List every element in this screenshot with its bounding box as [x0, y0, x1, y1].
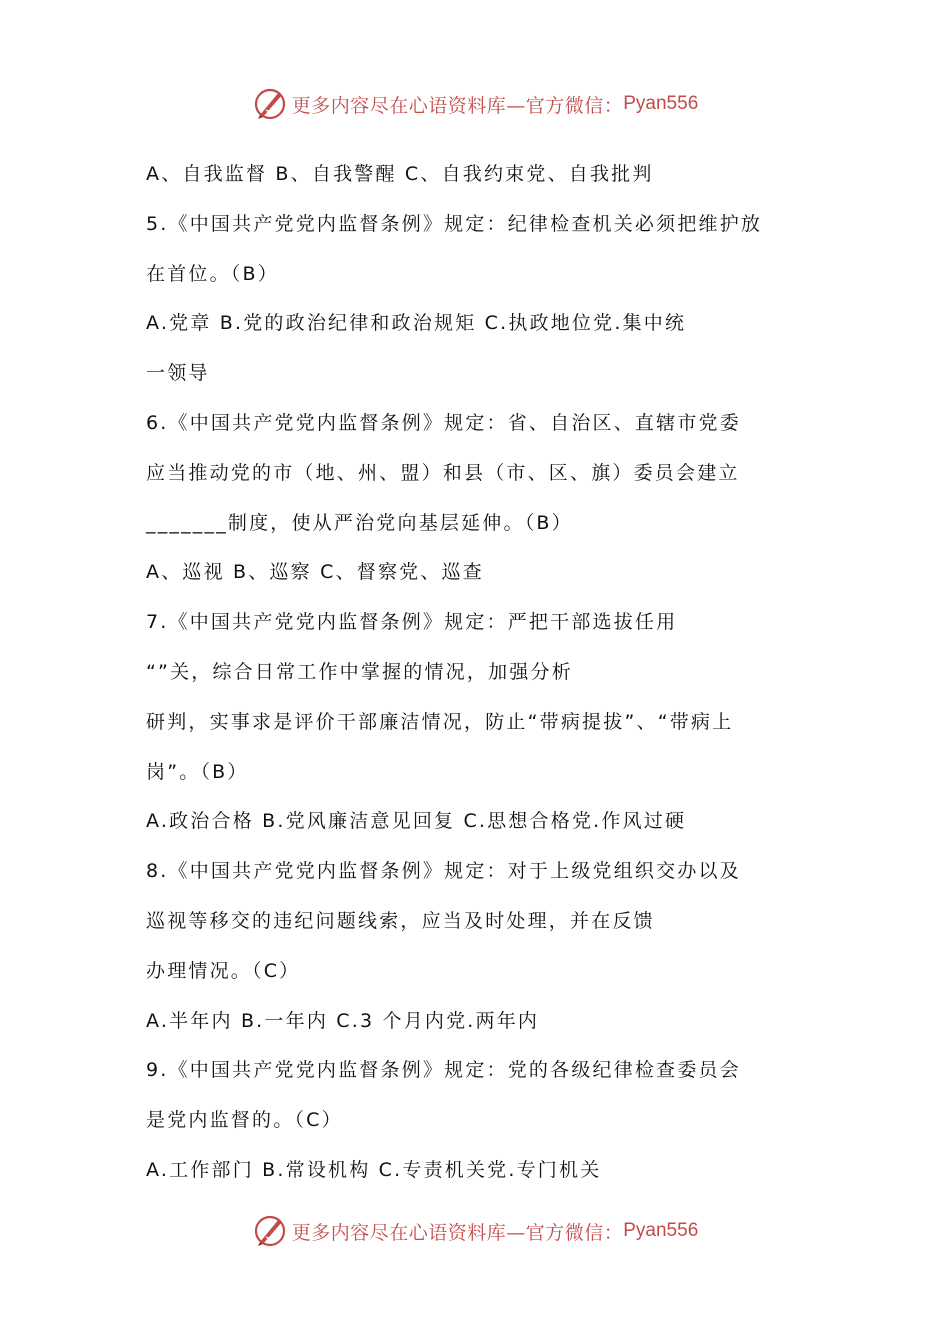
text-line: A、巡视 B、巡察 C、督察党、巡查: [146, 561, 484, 584]
pen-logo-icon: [252, 86, 288, 122]
text-line: _______制度，使从严治党向基层延伸。（B）: [146, 511, 573, 534]
text-line: A.政治合格 B.党风廉洁意见回复 C.思想合格党.作风过硬: [146, 810, 687, 833]
text-line: A、自我监督 B、自我警醒 C、自我约束党、自我批判: [146, 163, 654, 185]
text-line: 巡视等移交的违纪问题线索，应当及时处理，并在反馈: [146, 909, 655, 932]
watermark-wechat-id: Pyan556: [623, 1220, 699, 1241]
header-watermark: [0, 84, 950, 124]
text-line: 5.《中国共产党党内监督条例》规定：纪律检查机关必须把维护放: [146, 212, 763, 235]
text-line: A.工作部门 B.常设机构 C.专责机关党.专门机关: [146, 1158, 602, 1181]
text-line: A.党章 B.党的政治纪律和政治规矩 C.执政地位党.集中统: [146, 312, 687, 335]
text-line: 7.《中国共产党党内监督条例》规定：严把干部选拔任用: [146, 611, 678, 634]
document-body: [146, 150, 846, 1196]
text-line: 8.《中国共产党党内监督条例》规定：对于上级党组织交办以及: [146, 860, 741, 883]
footer-watermark: [0, 1211, 950, 1251]
watermark-wechat-id: Pyan556: [623, 93, 699, 114]
text-line: A.半年内 B.一年内 C.3 个月内党.两年内: [146, 1009, 540, 1032]
text-line: 办理情况。（C）: [146, 959, 301, 982]
text-line: 6.《中国共产党党内监督条例》规定：省、自治区、直辖市党委: [146, 411, 741, 434]
watermark-text: 更多内容尽在心语资料库—官方微信：: [291, 94, 624, 117]
pen-logo-icon: [252, 1213, 288, 1249]
text-line: 9.《中国共产党党内监督条例》规定：党的各级纪律检查委员会: [146, 1059, 741, 1082]
watermark-text: 更多内容尽在心语资料库—官方微信：: [291, 1221, 624, 1244]
text-line: 研判，实事求是评价干部廉洁情况，防止“带病提拔”、“带病上: [146, 710, 734, 733]
text-line: 应当推动党的市（地、州、盟）和县（市、区、旗）委员会建立: [146, 461, 740, 484]
text-line: 在首位。（B）: [146, 262, 279, 285]
text-line: 是党内监督的。（C）: [146, 1109, 343, 1132]
text-line: 岗”。（B）: [146, 760, 249, 783]
text-line: 一领导: [146, 362, 210, 385]
text-line: “”关，综合日常工作中掌握的情况，加强分析: [146, 660, 573, 683]
